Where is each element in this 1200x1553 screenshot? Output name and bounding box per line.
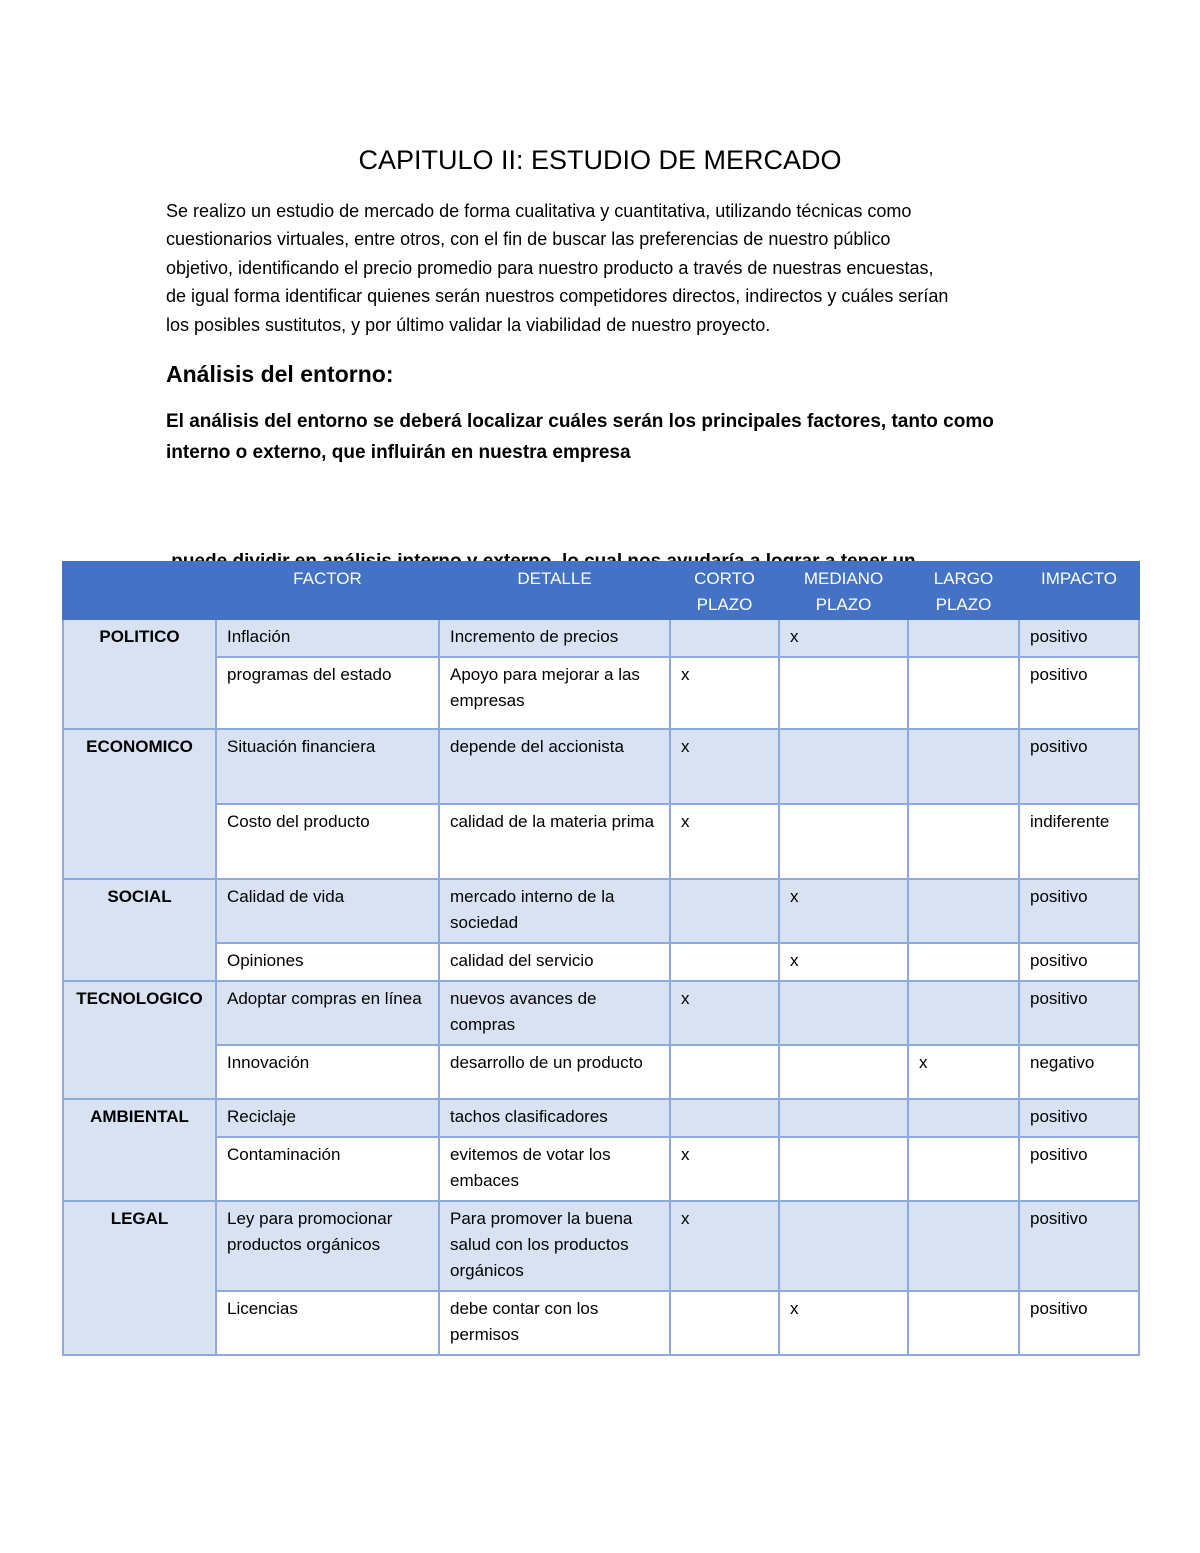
category-cell: ECONOMICO <box>63 729 216 879</box>
corto-cell <box>670 619 779 657</box>
largo-cell <box>908 1099 1019 1137</box>
detalle-cell: evitemos de votar los embaces <box>439 1137 670 1201</box>
section-heading: Análisis del entorno: <box>166 361 394 387</box>
mediano-cell <box>779 1137 908 1201</box>
corto-cell <box>670 1045 779 1099</box>
factor-cell: Innovación <box>216 1045 439 1099</box>
largo-cell <box>908 657 1019 729</box>
paragraph-line: interno o externo, que influirán en nuestra empresa <box>166 442 631 463</box>
mediano-cell: x <box>779 1291 908 1355</box>
detalle-cell: tachos clasificadores <box>439 1099 670 1137</box>
largo-cell <box>908 729 1019 804</box>
corto-cell <box>670 1099 779 1137</box>
category-cell: POLITICO <box>63 619 216 729</box>
header-impacto: IMPACTO <box>1019 562 1139 619</box>
factor-cell: Costo del producto <box>216 804 439 879</box>
table-row <box>63 1045 1139 1099</box>
detalle-cell: desarrollo de un producto <box>439 1045 670 1099</box>
impacto-cell: positivo <box>1019 729 1139 804</box>
factor-cell: Contaminación <box>216 1137 439 1201</box>
detalle-cell: depende del accionista <box>439 729 670 804</box>
table-row <box>63 1201 1139 1291</box>
mediano-cell <box>779 804 908 879</box>
table-row <box>63 943 1139 981</box>
category-cell: TECNOLOGICO <box>63 981 216 1099</box>
impacto-cell: positivo <box>1019 943 1139 981</box>
category-cell: AMBIENTAL <box>63 1099 216 1201</box>
largo-cell <box>908 981 1019 1045</box>
factor-cell: Opiniones <box>216 943 439 981</box>
corto-cell: x <box>670 804 779 879</box>
header-detalle: DETALLE <box>439 562 670 619</box>
header-corto-plazo: CORTO PLAZO <box>670 562 779 619</box>
detalle-cell: Para promover la buena salud con los productos orgánicos <box>439 1201 670 1291</box>
page-title: CAPITULO II: ESTUDIO DE MERCADO <box>358 145 842 175</box>
table-row <box>63 879 1139 943</box>
header-largo-plazo: LARGO PLAZO <box>908 562 1019 619</box>
detalle-cell: nuevos avances de compras <box>439 981 670 1045</box>
intro-line: de igual forma identificar quienes serán nuestros competidores directos, indirectos y cuáles serían <box>166 286 949 307</box>
intro-line: Se realizo un estudio de mercado de forma cualitativa y cuantitativa, utilizando técnicas como <box>166 201 912 221</box>
largo-cell: x <box>908 1045 1019 1099</box>
detalle-cell: debe contar con los permisos <box>439 1291 670 1355</box>
corto-cell <box>670 879 779 943</box>
mediano-cell <box>779 981 908 1045</box>
largo-cell <box>908 879 1019 943</box>
table-header-row <box>63 562 1139 619</box>
impacto-cell: positivo <box>1019 657 1139 729</box>
environment-analysis-table <box>62 561 1140 1356</box>
corto-cell: x <box>670 729 779 804</box>
corto-cell <box>670 1291 779 1355</box>
impacto-cell: positivo <box>1019 879 1139 943</box>
intro-line: objetivo, identificando el precio promedio para nuestro producto a través de nuestras encuestas, <box>166 257 934 278</box>
corto-cell: x <box>670 657 779 729</box>
factor-cell: Reciclaje <box>216 1099 439 1137</box>
impacto-cell: positivo <box>1019 1137 1139 1201</box>
corto-cell: x <box>670 981 779 1045</box>
factor-cell: Licencias <box>216 1291 439 1355</box>
factor-cell: Calidad de vida <box>216 879 439 943</box>
intro-paragraph <box>166 197 1046 339</box>
intro-line: cuestionarios virtuales, entre otros, con el fin de buscar las preferencias de nuestro público <box>166 229 891 250</box>
factor-cell: Ley para promocionar productos orgánicos <box>216 1201 439 1291</box>
largo-cell <box>908 804 1019 879</box>
impacto-cell: negativo <box>1019 1045 1139 1099</box>
table-row <box>63 657 1139 729</box>
table-row <box>63 1099 1139 1137</box>
analysis-paragraph <box>166 406 1066 468</box>
impacto-cell: positivo <box>1019 981 1139 1045</box>
impacto-cell: positivo <box>1019 619 1139 657</box>
corto-cell <box>670 943 779 981</box>
mediano-cell: x <box>779 943 908 981</box>
detalle-cell: Incremento de precios <box>439 619 670 657</box>
factor-cell: Situación financiera <box>216 729 439 804</box>
impacto-cell: positivo <box>1019 1201 1139 1291</box>
table-row <box>63 619 1139 657</box>
detalle-cell: calidad del servicio <box>439 943 670 981</box>
impacto-cell: indiferente <box>1019 804 1139 879</box>
mediano-cell <box>779 1201 908 1291</box>
header-mediano-plazo: MEDIANO PLAZO <box>779 562 908 619</box>
paragraph-line: El análisis del entorno se deberá localizar cuáles serán los principales factores, tanto como <box>166 411 994 432</box>
detalle-cell: Apoyo para mejorar a las empresas <box>439 657 670 729</box>
factor-cell: Adoptar compras en línea <box>216 981 439 1045</box>
corto-cell: x <box>670 1201 779 1291</box>
largo-cell <box>908 943 1019 981</box>
mediano-cell <box>779 1045 908 1099</box>
mediano-cell <box>779 729 908 804</box>
mediano-cell: x <box>779 619 908 657</box>
table-row <box>63 804 1139 879</box>
header-factor: FACTOR <box>216 562 439 619</box>
largo-cell <box>908 1137 1019 1201</box>
largo-cell <box>908 1201 1019 1291</box>
factor-cell: programas del estado <box>216 657 439 729</box>
largo-cell <box>908 619 1019 657</box>
mediano-cell: x <box>779 879 908 943</box>
intro-line: los posibles sustitutos, y por último validar la viabilidad de nuestro proyecto. <box>166 314 771 335</box>
corto-cell: x <box>670 1137 779 1201</box>
impacto-cell: positivo <box>1019 1291 1139 1355</box>
table-row <box>63 981 1139 1045</box>
category-cell: SOCIAL <box>63 879 216 981</box>
detalle-cell: mercado interno de la sociedad <box>439 879 670 943</box>
mediano-cell <box>779 657 908 729</box>
largo-cell <box>908 1291 1019 1355</box>
table-row <box>63 1137 1139 1201</box>
header-category <box>63 562 216 619</box>
detalle-cell: calidad de la materia prima <box>439 804 670 879</box>
table-row <box>63 729 1139 804</box>
mediano-cell <box>779 1099 908 1137</box>
impacto-cell: positivo <box>1019 1099 1139 1137</box>
category-cell: LEGAL <box>63 1201 216 1355</box>
table-row <box>63 1291 1139 1355</box>
factor-cell: Inflación <box>216 619 439 657</box>
